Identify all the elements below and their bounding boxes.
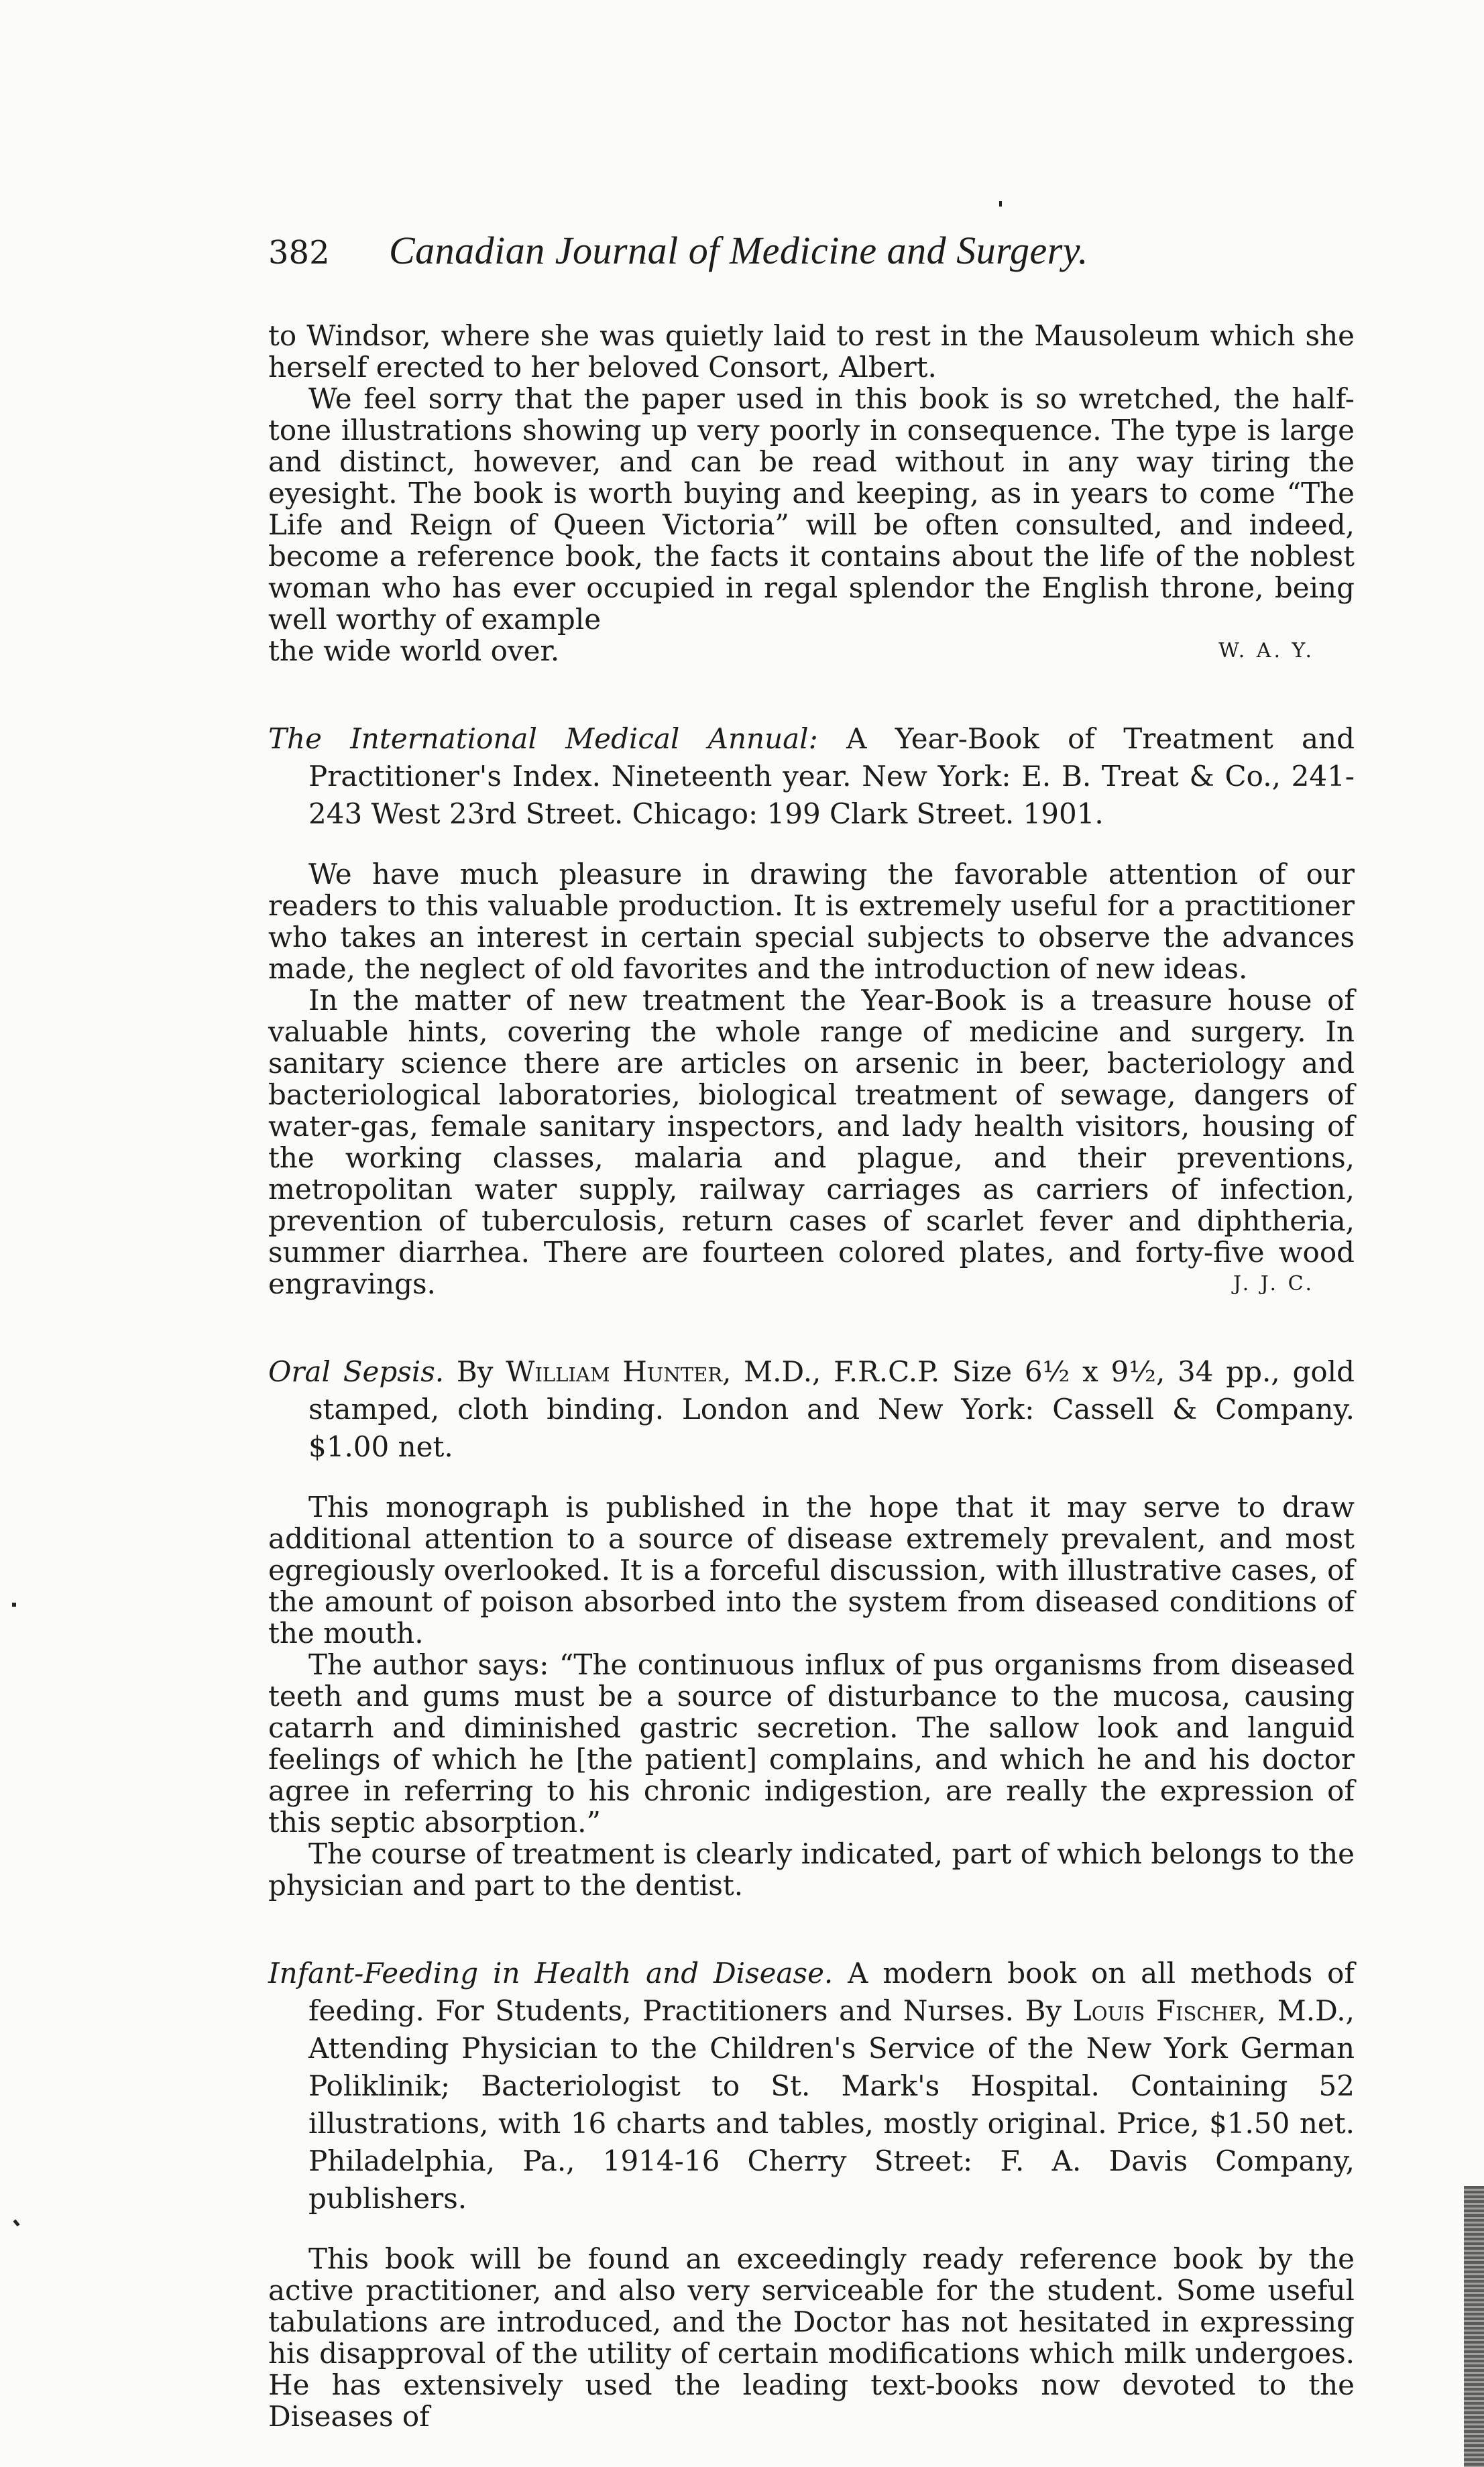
review-infant-feeding xyxy=(268,1955,1355,2432)
reviewer-initials: J. J. C. xyxy=(1233,1272,1314,1296)
book-details: A modern book on all methods of feeding. For Students, Practitioners and Nurses. By xyxy=(308,1957,1355,2027)
book-author: Louis Fischer xyxy=(1072,1994,1257,2027)
book-citation xyxy=(268,1353,1355,1466)
scan-speck xyxy=(999,201,1002,207)
review-paragraph: The author says: “The continuous influx of pus organisms from diseased teeth and gums must be a source of disturbance to the mucosa, causing catarrh and diminished gastric secretion. The sallow look and languid feelings of which he [the patient] complains, and which he and his doctor agree in referring to his chronic indigestion, are really the expression of this septic absorption.” xyxy=(268,1648,1355,1839)
scan-edge-shadow xyxy=(1464,2186,1484,2467)
book-citation xyxy=(268,720,1355,833)
running-title: Canadian Journal of Medicine and Surgery. xyxy=(389,229,1088,272)
book-details: A Year-Book of Treatment and Practitioner's Index. Nineteenth year. New York: E. B. Treat & Co., 241-243 West 23rd Street. Chicago: 199 Clark Street. 1901. xyxy=(308,722,1355,830)
review-oral-sepsis xyxy=(268,1353,1355,1901)
review-paragraph: This monograph is published in the hope that it may serve to draw additional attention to a source of disease extremely prevalent, and most egregiously overlooked. It is a forceful discussion, with illustrative cases, of the amount of poison absorbed into the system from diseased conditions of the mouth. xyxy=(268,1491,1355,1650)
review-paragraph xyxy=(268,984,1355,1300)
reviewer-initials: W. A. Y. xyxy=(1218,639,1314,663)
review-international-medical-annual xyxy=(268,720,1355,1300)
book-details: , M.D., F.R.C.P. Size 6½ x 9½, 34 pp., gold stamped, cloth binding. London and New York: Cassell & Company. $1.00 net. xyxy=(308,1355,1355,1463)
book-title: Infant-Feeding in Health and Disease. xyxy=(268,1957,834,1990)
book-title: Oral Sepsis. xyxy=(268,1355,445,1388)
scan-speck xyxy=(13,2220,19,2227)
book-details-continued: , M.D., Attending Physician to the Children's Service of the New York German Poliklinik; Bacteriologist to St. Mark's Hospital. Containing 52 illustrations, with 16 charts and tables, mostly original. Price, $1.50 net. Philadelphia, Pa., 1914-16 Cherry Street: F. A. Davis Company, publishers. xyxy=(308,1994,1355,2215)
review-paragraph: This book will be found an exceedingly ready reference book by the active practitioner, and also very serviceable for the student. Some useful tabulations are introduced, and the Doctor has not hesitated in expressing his disapproval of the utility of certain modifications which milk undergoes. He has extensively used the leading text-books now devoted to the Diseases of xyxy=(268,2242,1355,2433)
page-number: 382 xyxy=(268,234,330,272)
review-paragraph: We feel sorry that the paper used in this book is so wretched, the half-tone illustrations showing up very poorly in consequence. The type is large and distinct, however, and can be read without in any way tiring the eyesight. The book is worth buying and keeping, as in years to come “The Life and Reign of Queen Victoria” will be often consulted, and indeed, become a reference book, the facts it contains about the life of the noblest woman who has ever occupied in regal splendor the English throne, being well worthy of example xyxy=(268,382,1355,636)
book-author: William Hunter xyxy=(506,1355,723,1388)
review-paragraph: We have much pleasure in drawing the favorable attention of our readers to this valuable production. It is extremely useful for a practitioner who takes an interest in certain special subjects to observe the advances made, the neglect of old favorites and the introduction of new ideas. xyxy=(268,858,1355,985)
review-text: In the matter of new treatment the Year-Book is a treasure house of valuable hints, covering the whole range of medicine and surgery. In sanitary science there are articles on arsenic in beer, bacteriology and bacteriological laboratories, biological treatment of sewage, dangers of water-gas, female sanitary inspectors, and lady health visitors, housing of the working classes, malaria and plague, and their preventions, metropolitan water supply, railway carriages as carriers of infection, prevention of tuberculosis, return cases of scarlet fever and diphtheria, summer diarrhea. There are fourteen colored plates, and forty-five wood engravings. xyxy=(268,984,1355,1300)
review-closing-line xyxy=(268,635,1355,667)
scan-speck xyxy=(12,1603,16,1607)
book-title: The International Medical Annual: xyxy=(268,722,818,755)
by-word: By xyxy=(456,1355,494,1388)
review-continued xyxy=(268,320,1355,667)
page-header xyxy=(268,228,1355,273)
closing-text: the wide world over. xyxy=(268,634,560,667)
review-paragraph: to Windsor, where she was quietly laid to rest in the Mausoleum which she herself erected to her beloved Consort, Albert. xyxy=(268,319,1355,384)
review-paragraph: The course of treatment is clearly indicated, part of which belongs to the physician and part to the dentist. xyxy=(268,1837,1355,1902)
journal-page xyxy=(268,228,1355,2432)
book-citation xyxy=(268,1955,1355,2218)
